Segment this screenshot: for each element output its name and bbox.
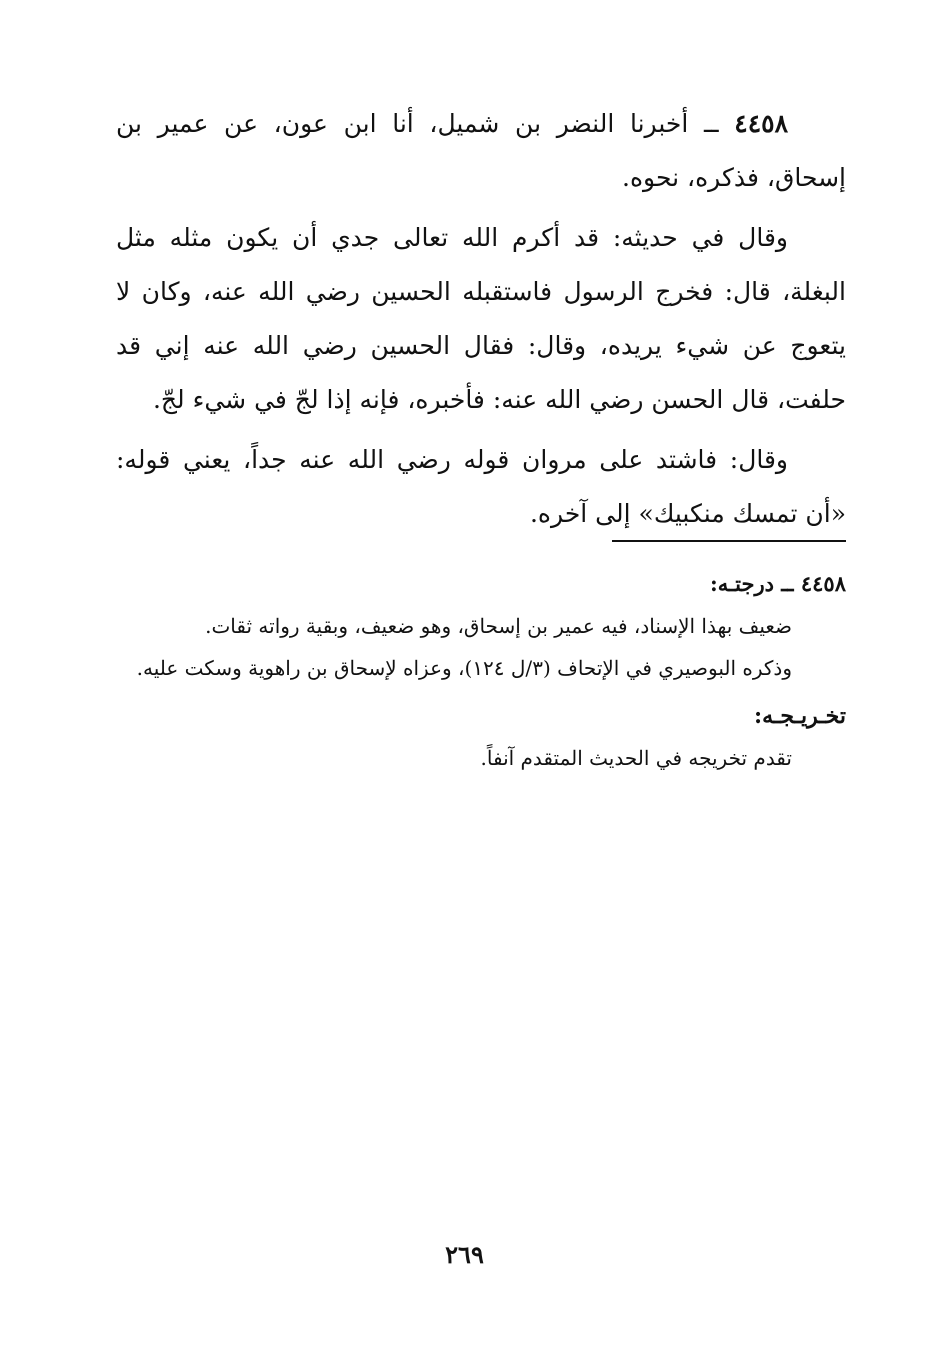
hadith-number: ٤٤٥٨ [734,109,788,138]
footnotes [116,563,846,779]
hadith-paragraph-2 [116,211,846,427]
hadith-paragraph-text: وقال: فاشتد على مروان قوله رضي الله عنه جداً، يعني قوله: «أن تمسك منكبيك» إلى آخره. [116,445,846,528]
grade-line-2: وذكره البوصيري في الإتحاف (٣/ل ١٢٤)، وعزاه لإسحاق بن راهوية وسكت عليه. [136,656,792,680]
hadith-paragraph-text: وقال في حديثه: قد أكرم الله تعالى جدي أن يكون مثله مثل البغلة، قال: فخرج الرسول فاستقبله الحسين رضي الله عنه، وكان لا يتعوج عن شيء يريده، وقال: فقال الحسين رضي الله عنه إني قد حلفت، قال الحسن رضي الله عنه: فأخبره، فإنه إذا لجّ في شيء لجّ. [116,223,846,414]
hadith-paragraph-1 [116,97,846,205]
grade-heading: ٤٤٥٨ ــ درجتـه: [709,571,846,596]
hadith-paragraph-3 [116,433,846,541]
takhrij-heading: تخـريـجـه: [753,703,846,729]
grade-line-1: ضعيف بهذا الإسناد، فيه عمير بن إسحاق، وهو ضعيف، وبقية رواته ثقات. [205,614,792,638]
hadith-paragraph-text: ــ أخبرنا النضر بن شميل، أنا ابن عون، عن عمير بن إسحاق، فذكره، نحوه. [116,109,846,192]
page-number: ٢٦٩ [445,1240,484,1269]
footnote-divider [612,540,846,542]
hadith-text [116,97,846,547]
takhrij-text: تقدم تخريجه في الحديث المتقدم آنفاً. [480,746,792,770]
